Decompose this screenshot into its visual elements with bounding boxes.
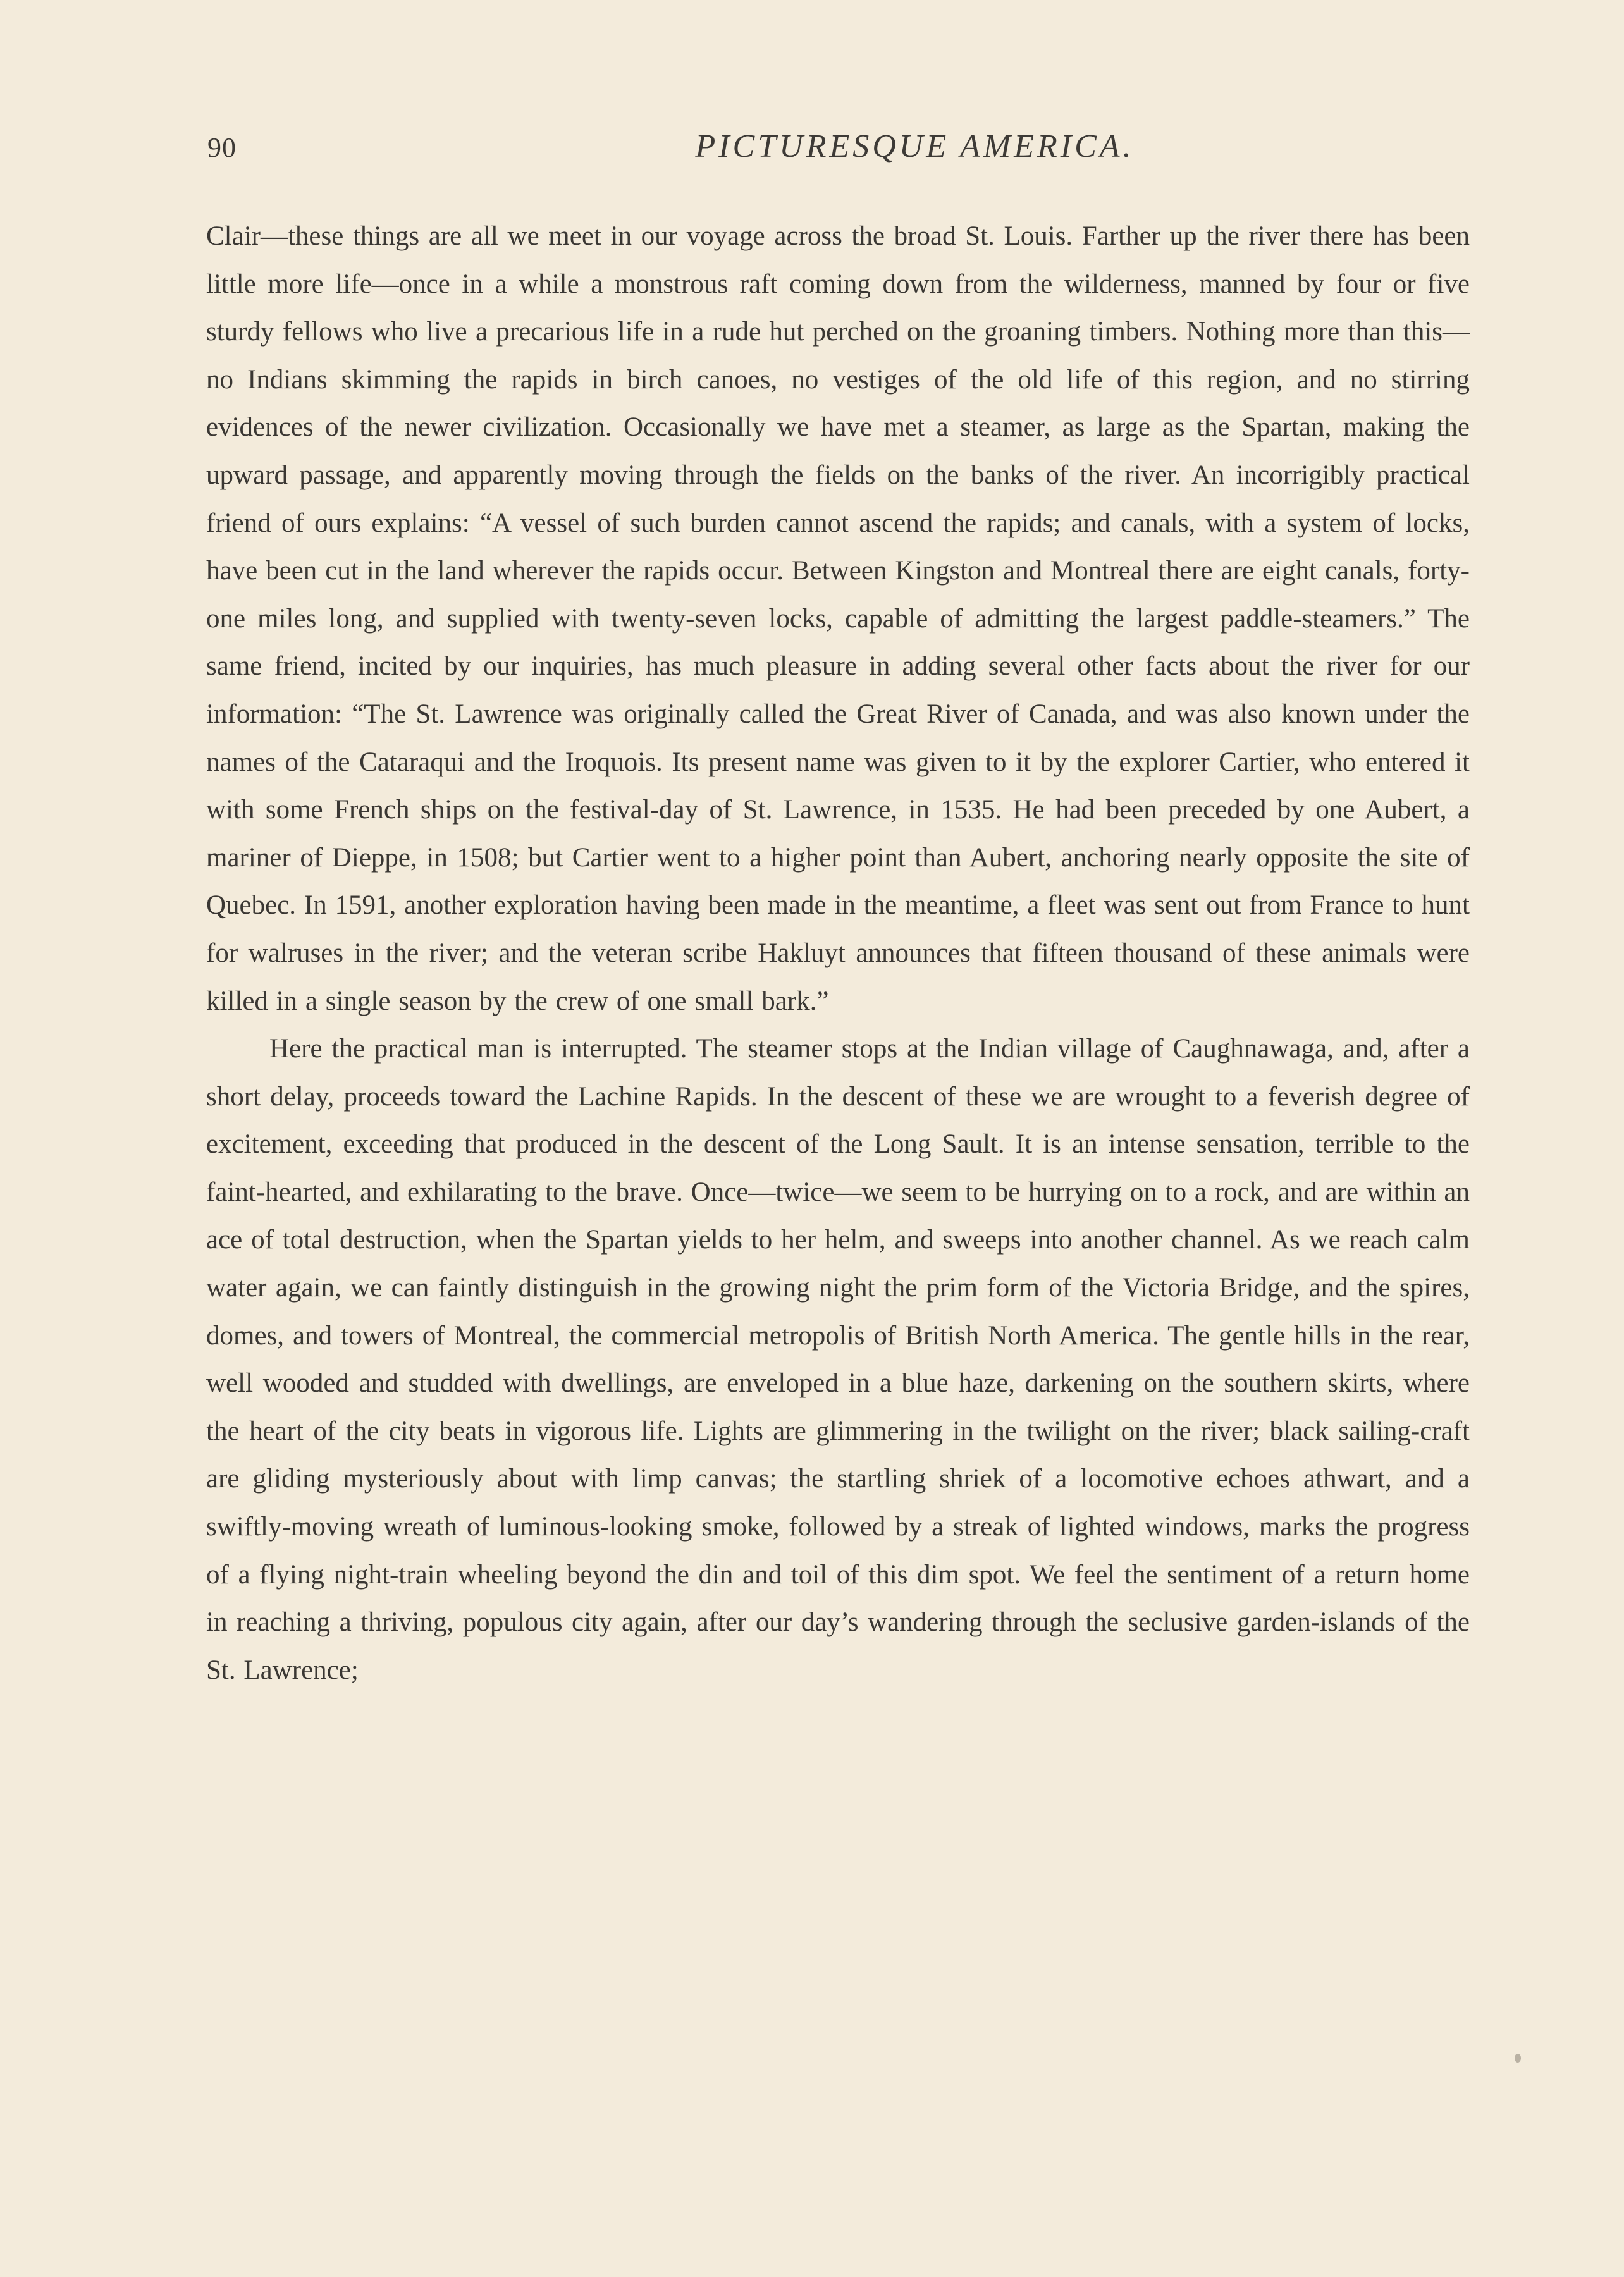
paragraph-continued: Clair—these things are all we meet in our voyage across the broad St. Louis. Farther up the river there has been little more life—once in a while a monstrous raft coming down from the wilderness, manned by four or five sturdy fellows who live a precarious life in a rude hut perched on the groaning timbers. Nothing more than this—no Indians skimming the rapids in birch canoes, no vestiges of the old life of this region, and no stirring evidences of the newer civilization. Occasionally we have met a steamer, as large as the Spartan, making the upward passage, and apparently moving through the fields on the banks of the river. An incorrigibly practical friend of ours explains: “A vessel of such burden cannot ascend the rapids; and canals, with a system of locks, have been cut in the land wherever the rapids occur. Between Kingston and Montreal there are eight canals, forty-one miles long, and supplied with twenty-seven locks, capable of admitting the largest paddle-steamers.” The same friend, incited by our inquiries, has much pleasure in adding several other facts about the river for our information: “The St. Lawrence was originally called the Great River of Canada, and was also known under the names of the Cataraqui and the Iroquois. Its present name was given to it by the explorer Cartier, who entered it with some French ships on the festival-day of St. Lawrence, in 1535. He had been preceded by one Aubert, a mariner of Dieppe, in 1508; but Cartier went to a higher point than Aubert, anchoring nearly opposite the site of Quebec. In 1591, another exploration having been made in the meantime, a fleet was sent out from France to hunt for walruses in the river; and the veteran scribe Hakluyt announces that fifteen thousand of these animals were killed in a single season by the crew of one small bark.” [206, 221, 1470, 1016]
page-speck [1515, 2054, 1521, 2063]
page-number: 90 [207, 132, 237, 163]
running-title: PICTURESQUE AMERICA. [695, 128, 1135, 164]
page-header [202, 126, 1469, 177]
body-text [206, 212, 1470, 1694]
paragraph: Here the practical man is interrupted. The steamer stops at the Indian village of Caughnawaga, and, after a short delay, proceeds toward the Lachine Rapids. In the descent of these we are wrought to a feverish degree of excitement, exceeding that produced in the descent of the Long Sault. It is an intense sensation, terrible to the faint-hearted, and exhilarating to the brave. Once—twice—we seem to be hurrying on to a rock, and are within an ace of total destruction, when the Spartan yields to her helm, and sweeps into another channel. As we reach calm water again, we can faintly distinguish in the growing night the prim form of the Victoria Bridge, and the spires, domes, and towers of Montreal, the commercial metropolis of British North America. The gentle hills in the rear, well wooded and studded with dwellings, are enveloped in a blue haze, darkening on the southern skirts, where the heart of the city beats in vigorous life. Lights are glimmering in the twilight on the river; black sailing-craft are gliding mysteriously about with limp canvas; the startling shriek of a locomotive echoes athwart, and a swiftly-moving wreath of luminous-looking smoke, followed by a streak of lighted windows, marks the progress of a flying night-train wheeling beyond the din and toil of this dim spot. We feel the sentiment of a return home in reaching a thriving, populous city again, after our day’s wandering through the seclusive garden-islands of the St. Lawrence; [206, 1034, 1470, 1685]
